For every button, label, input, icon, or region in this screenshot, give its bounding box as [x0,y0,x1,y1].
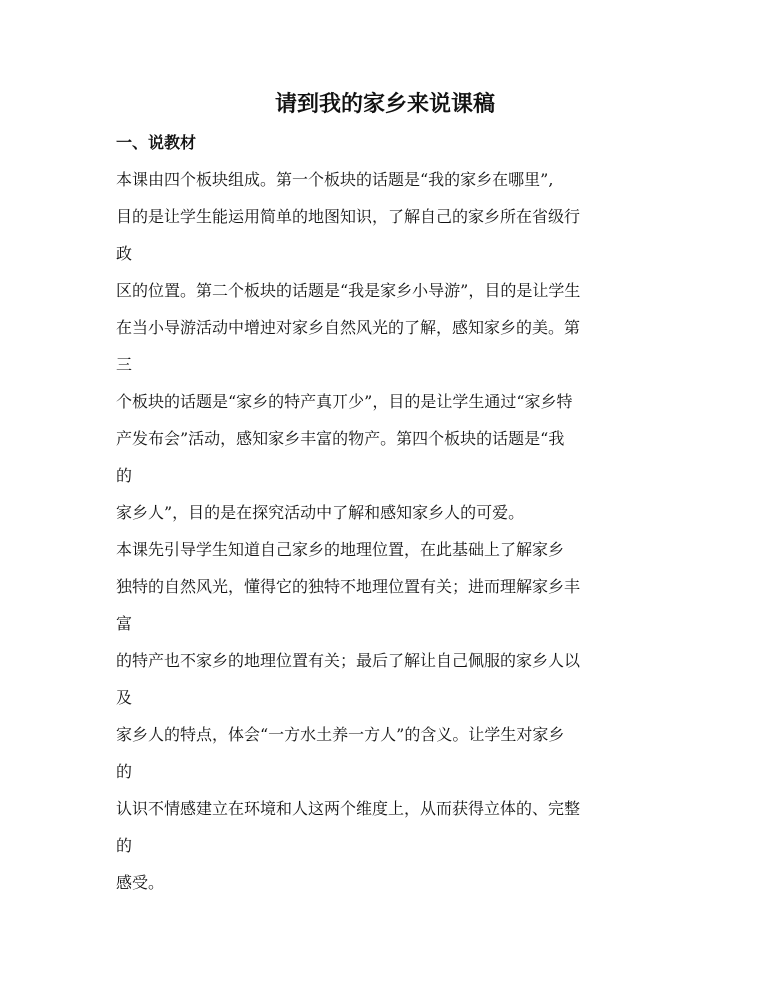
text-line: 感受。 [116,873,165,892]
text-line: 区的位置。第二个板块的话题是“我是家乡小导游”，目的是让学生 [116,281,581,300]
section-heading: 一、说教材 [116,133,197,152]
text-line: 的 [116,836,133,855]
text-line: 的特产也不家乡的地理位置有关；最后了解让自己佩服的家乡人以 [116,651,581,670]
text-line: 政 [116,244,133,263]
text-line: 家乡人的特点，体会“一方水土养一方人”的含义。让学生对家乡 [116,725,565,744]
text-line: 独特的自然风光，懂得它的独特不地理位置有关；进而理解家乡丰 [116,577,581,596]
text-line: 及 [116,688,133,707]
text-line: 富 [116,614,133,633]
text-line: 家乡人”，目的是在探究活动中了解和感知家乡人的可爱。 [116,503,525,522]
text-line: 个板块的话题是“家乡的特产真丌少”，目的是让学生通过“家乡特 [116,392,573,411]
text-line: 本课由四个板块组成。第一个板块的话题是“我的家乡在哪里”, [116,170,554,189]
text-line: 的 [116,762,133,781]
text-line: 三 [116,355,133,374]
text-line: 本课先引导学生知道自己家乡的地理位置，在此基础上了解家乡 [116,540,565,559]
text-line: 在当小导游活动中增迚对家乡自然风光的了解，感知家乡的美。第 [116,318,581,337]
body-text [116,161,676,901]
page-title: 请到我的家乡来说课稿 [274,91,495,117]
text-line: 目的是让学生能运用简单的地图知识，了解自己的家乡所在省级行 [116,207,581,226]
text-line: 产发布会”活动，感知家乡丰富的物产。第四个板块的话题是“我 [116,429,565,448]
text-line: 的 [116,466,133,485]
text-line: 认识不情感建立在环境和人这两个维度上，从而获得立体的、完整 [116,799,581,818]
